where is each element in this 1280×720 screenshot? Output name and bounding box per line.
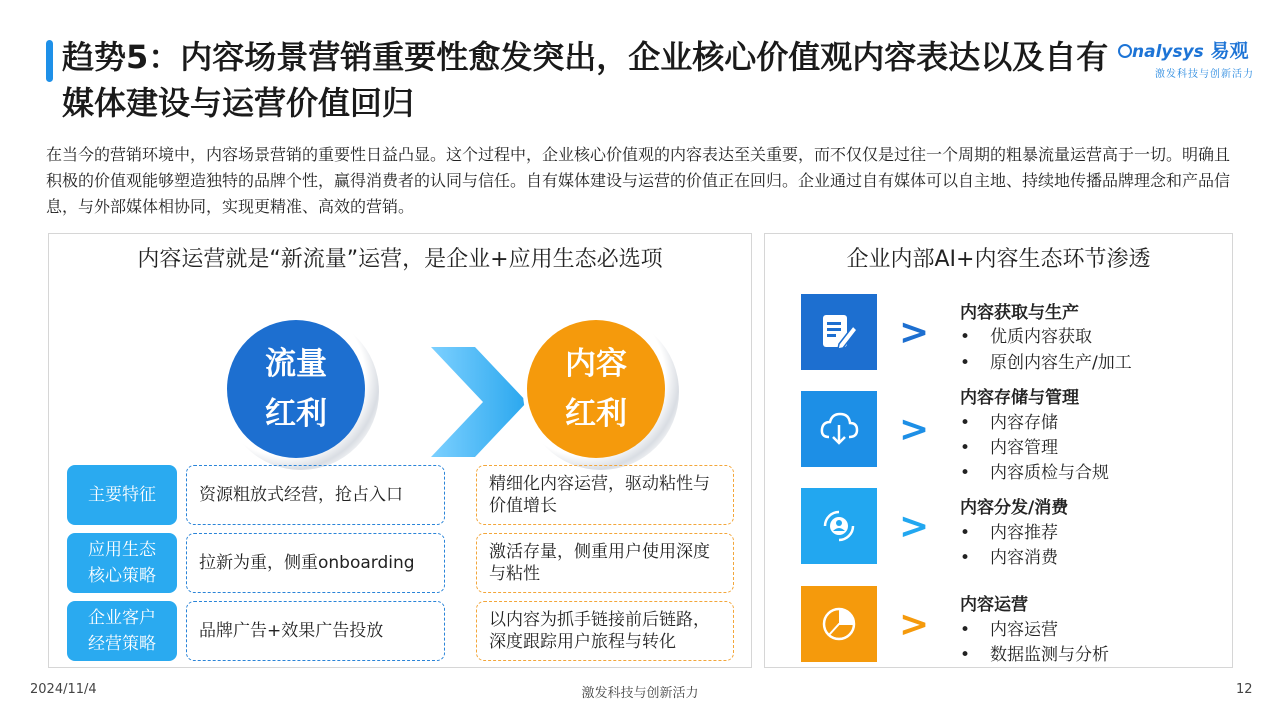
stage-arrow-1: > [899, 312, 930, 353]
stage-icon-tile-4 [801, 586, 877, 662]
intro-paragraph: 在当今的营销环境中，内容场景营销的重要性日益凸显。这个过程中，企业核心价值观的内容表达至关重要，而不仅仅是过往一个周期的粗暴流量运营高于一切。明确且积极的价值观能够塑造独特的品牌个性，赢得消费者的认同与信任。自有媒体建设与运营的价值正在回归。企业通过自有媒体可以自主地、持续地传播品牌理念和产品信息，与外部媒体相协同，实现更精准、高效的营销。 [46, 145, 1231, 216]
stage-1-item: • 原创内容生产/加工 [960, 353, 1132, 373]
stage-3-item: • 内容推荐 [960, 523, 1058, 543]
pie-chart-icon [817, 602, 861, 646]
stage-title-3: 内容分发/消费 [960, 498, 1069, 518]
stage-4-item: • 数据监测与分析 [960, 645, 1109, 665]
stage-arrow-4: > [899, 604, 930, 645]
stage-2-item: • 内容管理 [960, 438, 1058, 458]
stage-icon-tile-3 [801, 488, 877, 564]
stage-2-item: • 内容存储 [960, 413, 1058, 433]
edit-document-icon [817, 310, 861, 354]
footer-date: 2024/11/4 [30, 682, 97, 697]
title-accent-bar [46, 40, 53, 82]
content-main-features: 精细化内容运营，驱动粘性与价值增长 [476, 465, 734, 525]
stage-1-item: • 优质内容获取 [960, 327, 1092, 347]
traffic-app-strategy: 拉新为重，侧重onboarding [186, 533, 445, 593]
logo-a-icon [1118, 44, 1132, 58]
page-number: 12 [1236, 682, 1253, 697]
stage-3-item: • 内容消费 [960, 548, 1058, 568]
row-label-main-features: 主要特征 [67, 465, 177, 525]
stage-2-item: • 内容质检与合规 [960, 463, 1109, 483]
right-panel-title: 企业内部AI+内容生态环节渗透 [846, 247, 1151, 272]
row-label-customer-strategy: 企业客户经营策略 [67, 601, 177, 661]
stage-arrow-2: > [899, 409, 930, 450]
left-panel-title: 内容运营就是“新流量”运营，是企业+应用生态必选项 [137, 247, 663, 272]
content-customer-strategy: 以内容为抓手链接前后链路，深度跟踪用户旅程与转化 [476, 601, 734, 661]
user-target-icon [817, 504, 861, 548]
cloud-download-icon [817, 407, 861, 451]
row-label-app-strategy: 应用生态核心策略 [67, 533, 177, 593]
stage-icon-tile-1 [801, 294, 877, 370]
traffic-main-features: 资源粗放式经营，抢占入口 [186, 465, 445, 525]
content-app-strategy: 激活存量，侧重用户使用深度与粘性 [476, 533, 734, 593]
logo-brand-en: nalysys [1132, 42, 1204, 62]
stage-arrow-3: > [899, 506, 930, 547]
stage-4-item: • 内容运营 [960, 620, 1058, 640]
stage-icon-tile-2 [801, 391, 877, 467]
logo-brand-cn: 易观 [1210, 40, 1249, 62]
content-dividend-circle: 内容 红利 [527, 320, 665, 458]
stage-title-4: 内容运营 [960, 595, 1028, 615]
chevron-right-icon [431, 347, 527, 457]
ai-content-ecosystem-panel [764, 233, 1233, 668]
footer-slogan: 激发科技与创新活力 [581, 686, 699, 701]
traffic-customer-strategy: 品牌广告+效果广告投放 [186, 601, 445, 661]
analysys-logo [1118, 36, 1268, 80]
stage-title-2: 内容存储与管理 [960, 388, 1079, 408]
logo-slogan: 激发科技与创新活力 [1155, 69, 1254, 80]
stage-title-1: 内容获取与生产 [960, 303, 1079, 323]
page-title: 趋势5：内容场景营销重要性愈发突出，企业核心价值观内容表达以及自有媒体建设与运营价值回归 [62, 38, 1109, 122]
traffic-dividend-circle: 流量 红利 [227, 320, 365, 458]
content-operation-panel [48, 233, 752, 668]
